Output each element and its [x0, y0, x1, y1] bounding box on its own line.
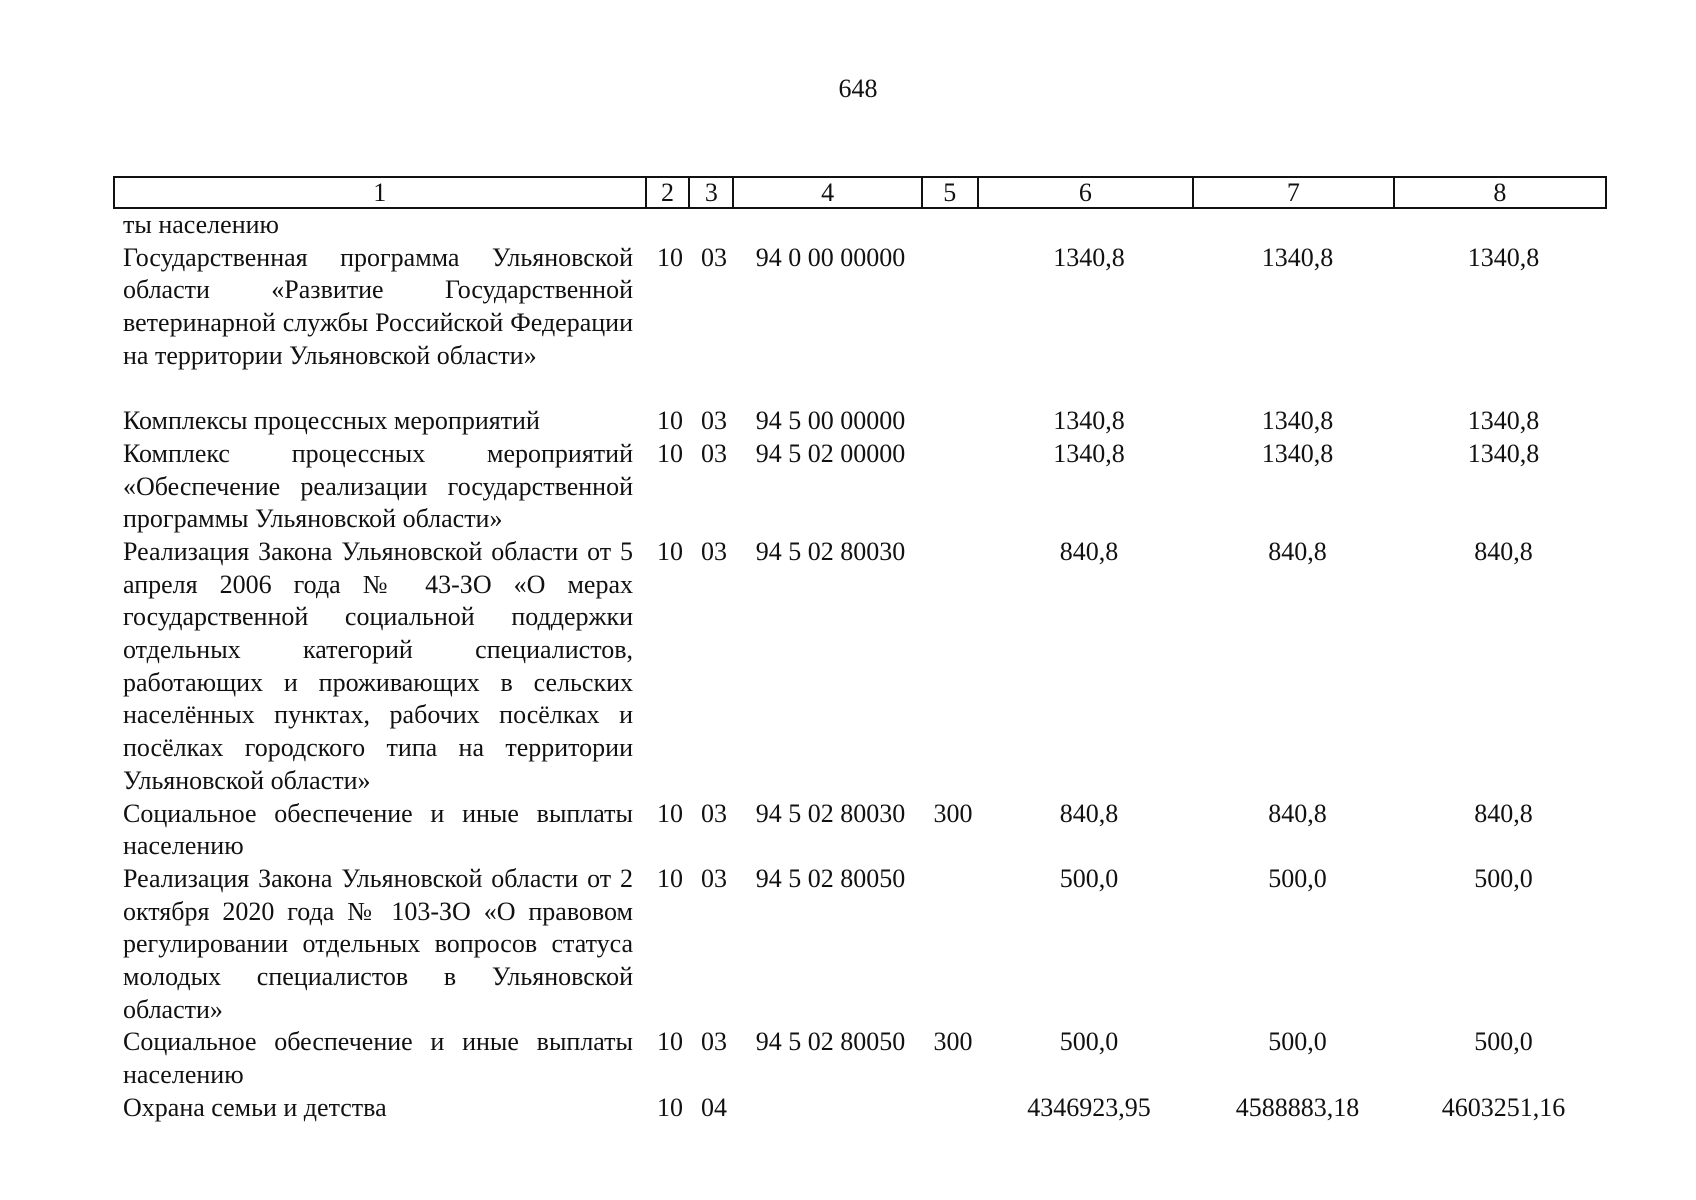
table-row: [0, 1026, 1696, 1091]
row-col-3: 04: [701, 1092, 727, 1122]
row-name: Социальное обеспечение и иные выплаты населению: [123, 1027, 633, 1090]
row-col-4: 94 0 00 00000: [755, 242, 906, 272]
row-col-6: 1340,8: [1053, 242, 1125, 272]
row-col-3: 03: [701, 406, 727, 436]
row-col-7: 840,8: [1268, 536, 1327, 566]
row-col-4: 94 5 02 80030: [755, 536, 906, 566]
row-col-2: 10: [657, 536, 683, 566]
header-col-8: 8: [1493, 178, 1507, 207]
header-col-4: 4: [734, 178, 923, 207]
row-col-7: 500,0: [1268, 1027, 1327, 1057]
row-name: Реализация Закона Ульяновской области от 2 октября 2020 года № 103-ЗО «О правовом регулировании отдельных вопросов статуса молодых специалистов в Ульяновской области»: [123, 863, 633, 1024]
table-row: [0, 1092, 1696, 1125]
row-col-7: 1340,8: [1261, 438, 1334, 468]
row-col-8: 1340,8: [1467, 438, 1540, 468]
header-col-7: 7: [1194, 178, 1394, 207]
row-name: Охрана семьи и детства: [123, 1092, 387, 1122]
row-col-7: 4588883,18: [1235, 1092, 1360, 1122]
table-row: [0, 863, 1696, 1027]
header-col-2: 2: [647, 178, 691, 207]
header-col-6: 6: [979, 178, 1194, 207]
row-col-3: 03: [701, 438, 727, 468]
row-col-5: 300: [933, 1027, 973, 1057]
row-col-5: 300: [933, 798, 973, 828]
table-row: [0, 242, 1696, 406]
row-col-2: 10: [657, 863, 683, 893]
row-col-6: 1340,8: [1053, 438, 1125, 468]
row-col-2: 10: [657, 406, 683, 436]
row-col-7: 1340,8: [1261, 406, 1334, 436]
row-col-6: 840,8: [1059, 798, 1119, 828]
row-name: Государственная программа Ульяновской области «Развитие Государственной ветеринарной службы Российской Федерации на территории Ульяновской области»: [123, 242, 633, 370]
row-col-8: 1340,8: [1467, 406, 1540, 436]
row-col-7: 500,0: [1268, 863, 1327, 893]
table-body: [0, 209, 1696, 1125]
row-col-2: 10: [657, 1092, 683, 1122]
header-col-5: 5: [923, 178, 979, 207]
row-col-3: 03: [701, 1027, 727, 1057]
row-col-3: 03: [701, 242, 727, 272]
row-col-2: 10: [657, 438, 683, 468]
row-col-8: 1340,8: [1467, 242, 1540, 272]
row-col-8: 4603251,16: [1441, 1092, 1566, 1122]
row-col-6: 4346923,95: [1027, 1092, 1151, 1122]
row-col-8: 840,8: [1474, 536, 1533, 566]
row-col-4: 94 5 02 80050: [755, 863, 906, 893]
row-col-4: 94 5 02 80030: [755, 798, 906, 828]
page-number: 648: [838, 74, 878, 103]
row-col-3: 03: [701, 863, 727, 893]
row-col-7: 840,8: [1268, 798, 1327, 828]
row-col-4: 94 5 02 80050: [755, 1027, 906, 1057]
row-col-8: 500,0: [1474, 863, 1533, 893]
row-col-6: 1340,8: [1053, 406, 1125, 436]
table-row: [0, 438, 1696, 536]
row-col-2: 10: [657, 242, 683, 272]
row-col-8: 840,8: [1474, 798, 1533, 828]
row-col-6: 840,8: [1059, 536, 1119, 566]
row-name: ты населению: [123, 210, 279, 239]
row-col-2: 10: [657, 1027, 683, 1057]
row-col-4: 94 5 02 00000: [755, 438, 906, 468]
row-col-8: 500,0: [1474, 1027, 1533, 1057]
row-col-7: 1340,8: [1261, 242, 1334, 272]
row-name: Реализация Закона Ульяновской области от 5 апреля 2006 года № 43-ЗО «О мерах государственной социальной поддержки отдельных категорий специалистов, работающих и проживающих в сельских населённых пунктах, рабочих посёлках и посёлках городского типа на территории Ульяновской области»: [123, 536, 633, 795]
table-row: [0, 536, 1696, 798]
row-col-6: 500,0: [1059, 863, 1119, 893]
row-col-4: 94 5 00 00000: [755, 406, 906, 436]
row-col-3: 03: [701, 536, 727, 566]
table-row: [0, 405, 1696, 438]
header-col-1: 1: [115, 178, 647, 207]
table-header: [113, 176, 1607, 209]
table-row: [0, 209, 1696, 242]
row-col-3: 03: [701, 798, 727, 828]
table-row: [0, 798, 1696, 863]
header-col-3: 3: [690, 178, 734, 207]
row-name: Комплекс процессных мероприятий «Обеспечение реализации государственной программы Ульяновской области»: [123, 438, 633, 534]
row-name: Комплексы процессных мероприятий: [123, 406, 540, 436]
row-name: Социальное обеспечение и иные выплаты населению: [123, 798, 633, 861]
row-col-6: 500,0: [1059, 1027, 1119, 1057]
row-col-2: 10: [657, 798, 683, 828]
